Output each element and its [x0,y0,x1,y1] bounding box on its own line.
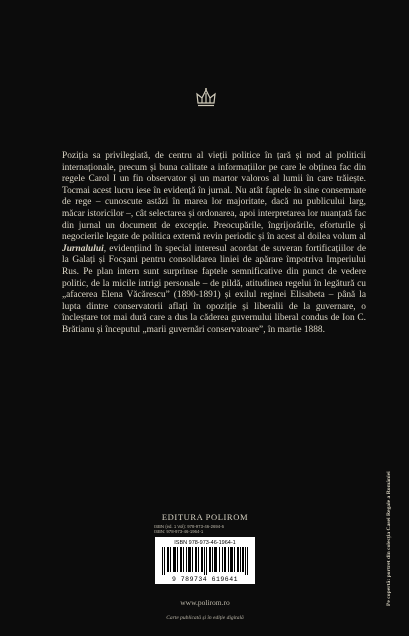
isbn-general: ISBN (ed. 1 Vol): 978-973-46-2694-6 [154,524,224,529]
back-cover-blurb [62,151,366,337]
barcode-bars-icon [162,547,248,575]
crown-icon [194,86,218,110]
isbn-volume: ISBN: 978-973-46-1964-1 [154,529,204,534]
blurb-text-2: , evidențiind în special interesul acordat de suveran fortificațiilor de la Galați și Focșani pentru consolidarea liniei de apărare împotriva Imperiului Rus. Pe plan intern sunt surprinse faptele semnificative din punct de vedere politic, de la micile intrigi personale – de pildă, atitudinea regelui în legătură cu „afacerea Elena Văcărescu” (1890-1891) și exilul reginei Elisabeta – până la lupta dintre conservatorii aflați în opoziție și liberalii de la guvernare, o încleștare tot mai dură care a dus la căderea guvernului liberal condus de Ion C. Brătianu și începutul „marii guvernări conservatoare”, în martie 1888. [62,243,366,335]
barcode-digits: 9 789734 619641 [171,576,238,583]
barcode-label: ISBN 978-973-46-1964-1 [174,540,236,546]
publisher-website: www.polirom.ro [180,598,230,607]
blurb-text-1: Poziția sa privilegiată, de centru al vieții politice în țară și nod al politicii internaționale, precum și buna calitate a informațiilor pe care le obținea fac din regele Carol I un fin observator și un martor valoros al lumii în care trăiește. Tocmai acest lucru iese în evidență în jurnal. Nu atât faptele în sine consemnate de rege – cunoscute astăzi în marea lor majoritate, dacă nu publicului larg, măcar istoricilor –, cât selectarea și ordonarea, apoi interpretarea lor nuanțată fac din jurnal un document de excepție. Preocupările, îngrijorările, eforturile și negocierile legate de politica externă revin periodic și în acest al doilea volum al [62,151,366,243]
cover-image-credit: Pe copertă: portret din colecția Casei Regale a României [386,471,392,606]
publisher-name: EDITURA POLIROM [161,512,249,522]
publisher-block [150,512,260,584]
digital-edition-note: Carte publicată și în ediție digitală [166,615,244,621]
barcode [155,537,255,584]
blurb-italic-title: Jurnalului [62,243,104,254]
